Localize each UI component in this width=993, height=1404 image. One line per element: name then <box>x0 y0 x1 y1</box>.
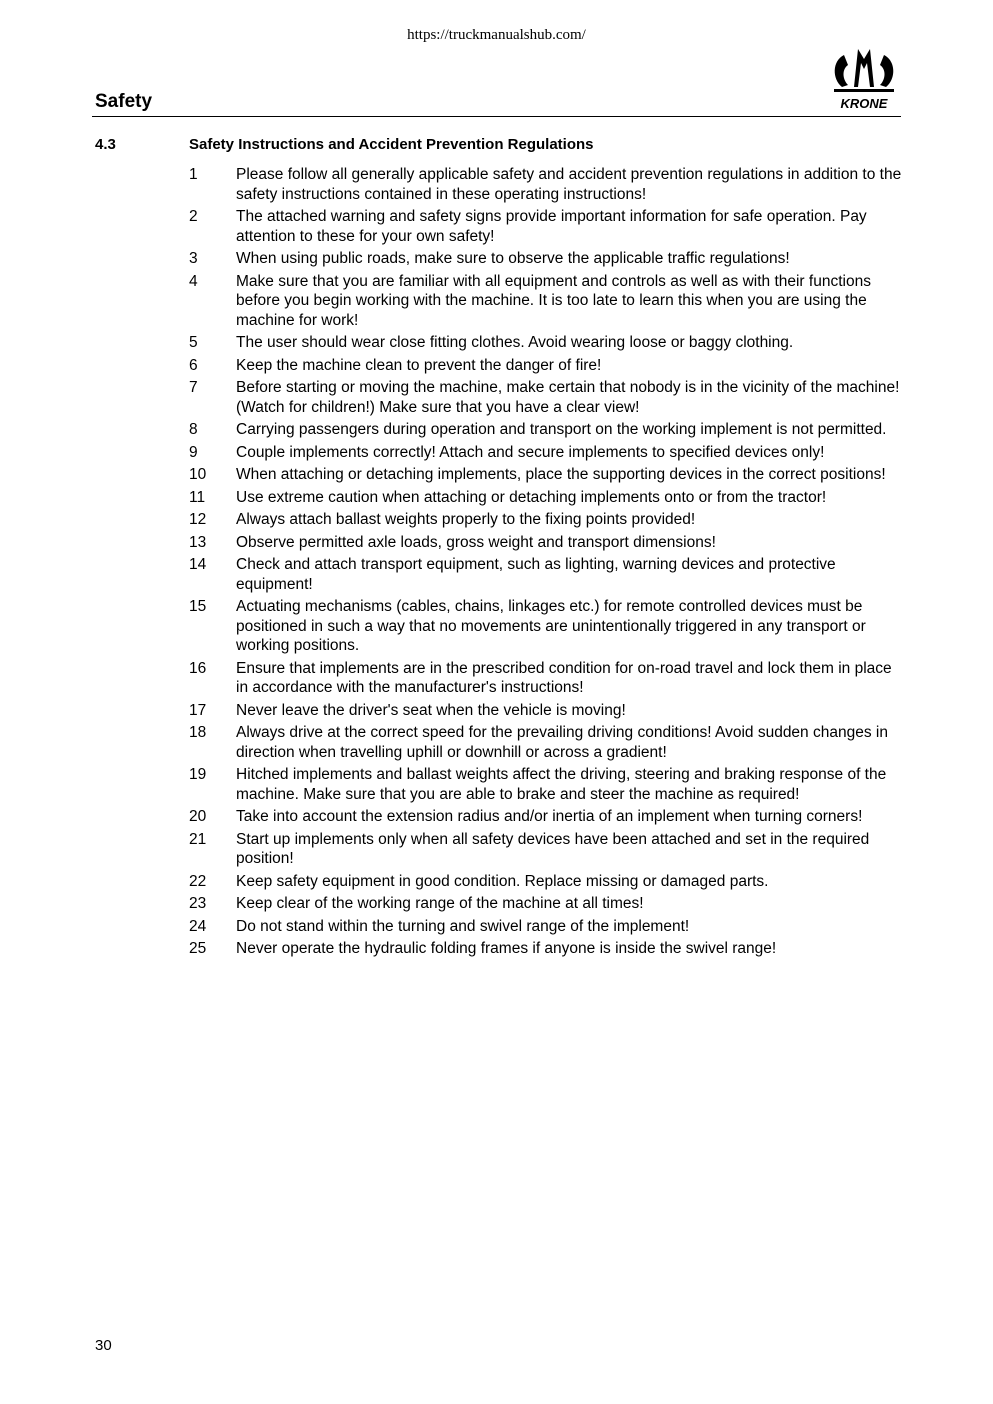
item-number: 14 <box>189 556 207 573</box>
item-number: 5 <box>189 334 198 351</box>
item-text: Ensure that implements are in the prescribed condition for on-road travel and lock them in place in accordance with the manufacturer's instructions! <box>236 659 892 696</box>
item-number: 12 <box>189 511 207 528</box>
item-number: 19 <box>189 766 207 783</box>
item-text: Actuating mechanisms (cables, chains, linkages etc.) for remote controlled devices must be positioned in such a way that no movements are unintentionally triggered in any transport or working positions. <box>236 598 866 654</box>
subsection-number: 4.3 <box>95 136 116 153</box>
list-item <box>189 488 904 508</box>
item-number: 17 <box>189 701 207 719</box>
list-item <box>189 510 904 530</box>
list-item <box>189 807 904 827</box>
item-text: The user should wear close fitting clothes. Avoid wearing loose or baggy clothing. <box>236 334 794 351</box>
item-number: 9 <box>189 443 198 461</box>
list-item <box>189 207 904 246</box>
section-title: Safety <box>95 91 153 112</box>
item-number: 23 <box>189 895 207 912</box>
item-text: Start up implements only when all safety devices have been attached and set in the required position! <box>236 830 870 867</box>
list-item <box>189 701 904 721</box>
list-item <box>189 165 904 204</box>
header-divider <box>92 116 901 117</box>
item-text: Use extreme caution when attaching or detaching implements onto or from the tractor! <box>236 488 827 506</box>
list-item <box>189 894 904 914</box>
item-number: 4 <box>189 272 198 290</box>
item-text: Never operate the hydraulic folding frames if anyone is inside the swivel range! <box>236 940 777 957</box>
item-text: Do not stand within the turning and swivel range of the implement! <box>236 917 690 935</box>
item-text: When attaching or detaching implements, place the supporting devices in the correct positions! <box>236 466 886 483</box>
item-text: Make sure that you are familiar with all equipment and controls as well as with their functions before you begin working with the machine. It is too late to learn this when you are using the machine for work! <box>236 272 871 329</box>
item-number: 1 <box>189 166 198 183</box>
item-number: 22 <box>189 872 207 890</box>
instruction-list <box>189 165 904 962</box>
item-text: Keep the machine clean to prevent the danger of fire! <box>236 356 602 374</box>
list-item <box>189 872 904 892</box>
list-item <box>189 272 904 331</box>
item-text: Carrying passengers during operation and transport on the working implement is not permitted. <box>236 421 887 438</box>
item-text: Keep safety equipment in good condition. Replace missing or damaged parts. <box>236 872 769 890</box>
list-item <box>189 333 904 353</box>
item-text: The attached warning and safety signs provide important information for safe operation. Pay attention to these for your own safety! <box>236 208 867 245</box>
source-url: https://truckmanualshub.com/ <box>407 27 586 43</box>
item-text: Keep clear of the working range of the machine at all times! <box>236 895 644 912</box>
item-number: 2 <box>189 208 198 225</box>
list-item <box>189 378 904 417</box>
subsection-title: Safety Instructions and Accident Prevention Regulations <box>189 136 594 153</box>
list-item <box>189 723 904 762</box>
list-item <box>189 659 904 698</box>
item-number: 6 <box>189 356 198 374</box>
item-number: 24 <box>189 917 207 935</box>
item-number: 8 <box>189 421 198 438</box>
item-text: Hitched implements and ballast weights affect the driving, steering and braking response of the machine. Make sure that you are able to brake and steer the machine as required! <box>236 766 887 803</box>
list-item <box>189 249 904 269</box>
page-number: 30 <box>95 1337 112 1354</box>
item-number: 10 <box>189 466 207 483</box>
list-item <box>189 420 904 440</box>
krone-logo <box>828 43 900 113</box>
item-number: 20 <box>189 808 207 825</box>
list-item <box>189 443 904 463</box>
list-item <box>189 939 904 959</box>
list-item <box>189 465 904 485</box>
item-text: Check and attach transport equipment, such as lighting, warning devices and protective equipment! <box>236 556 836 593</box>
item-number: 18 <box>189 724 207 741</box>
item-text: Before starting or moving the machine, make certain that nobody is in the vicinity of the machine! (Watch for children!) Make sure that you have a clear view! <box>236 379 900 416</box>
item-text: Always attach ballast weights properly to the fixing points provided! <box>236 511 696 528</box>
item-number: 7 <box>189 379 198 396</box>
item-number: 21 <box>189 830 207 848</box>
item-text: When using public roads, make sure to observe the applicable traffic regulations! <box>236 250 790 267</box>
list-item <box>189 356 904 376</box>
list-item <box>189 830 904 869</box>
item-text: Always drive at the correct speed for the prevailing driving conditions! Avoid sudden changes in direction when travelling uphill or downhill or across a gradient! <box>236 724 888 761</box>
item-text: Couple implements correctly! Attach and secure implements to specified devices only! <box>236 443 825 461</box>
item-text: Take into account the extension radius and/or inertia of an implement when turning corners! <box>236 808 863 825</box>
item-number: 16 <box>189 659 207 677</box>
item-number: 3 <box>189 250 198 267</box>
item-number: 11 <box>189 488 206 506</box>
list-item <box>189 597 904 656</box>
list-item <box>189 533 904 553</box>
list-item <box>189 765 904 804</box>
list-item <box>189 917 904 937</box>
item-text: Never leave the driver's seat when the vehicle is moving! <box>236 701 626 719</box>
item-number: 15 <box>189 598 207 615</box>
item-number: 25 <box>189 940 207 957</box>
logo-wordmark: KRONE <box>840 96 888 111</box>
item-number: 13 <box>189 533 207 551</box>
list-item <box>189 555 904 594</box>
item-text: Please follow all generally applicable safety and accident prevention regulations in addition to the safety instructions contained in these operating instructions! <box>236 166 902 203</box>
item-text: Observe permitted axle loads, gross weight and transport dimensions! <box>236 533 716 551</box>
